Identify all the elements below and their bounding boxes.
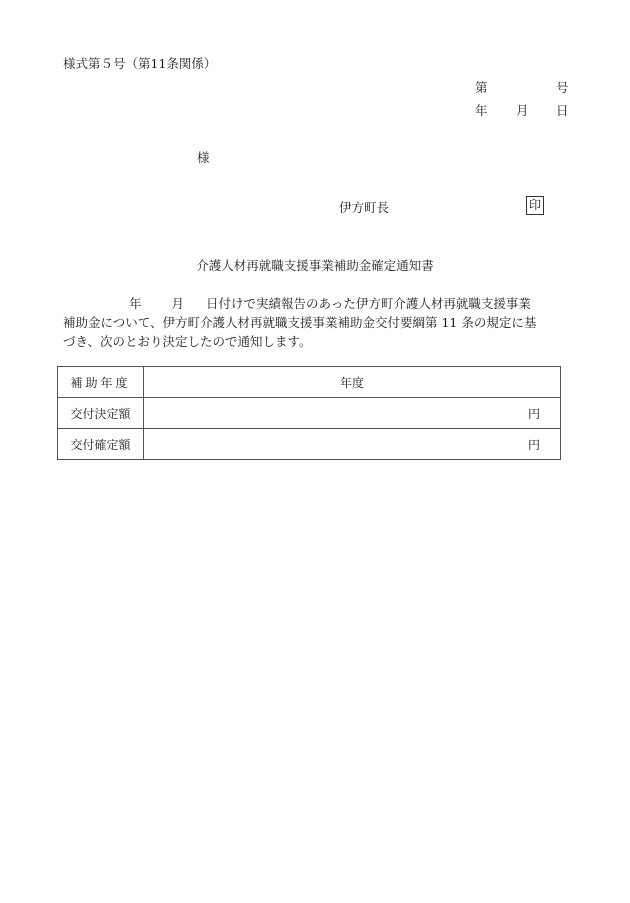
grant-final-amount-label: 交付確定額: [58, 429, 144, 460]
body-line-2: 補助金について、伊方町介護人材再就職支援事業補助金交付要綱第 11 条の規定に基: [63, 315, 537, 330]
date-month-label: 月: [516, 103, 529, 118]
table-row: [58, 398, 561, 429]
seal-mark: 印: [526, 196, 544, 215]
body-line-1: [63, 294, 573, 313]
sender-name: 伊方町長: [339, 200, 390, 215]
body-month-label: 月: [171, 296, 185, 311]
grant-decision-amount-label: 交付決定額: [58, 398, 144, 429]
date-year-label: 年: [475, 103, 488, 118]
notice-body: [63, 294, 573, 351]
subsidy-year-value: 年度: [144, 367, 561, 398]
table-row: [58, 429, 561, 460]
document-title: 介護人材再就職支援事業補助金確定通知書: [196, 258, 434, 273]
grant-final-amount-value: 円: [144, 429, 561, 460]
document-number-prefix: 第: [475, 80, 488, 95]
body-year-label: 年: [129, 296, 142, 311]
document-number-suffix: 号: [556, 80, 569, 95]
body-line-3: づき、次のとおり決定したので通知します。: [63, 334, 312, 349]
addressee-honorific: 様: [197, 150, 210, 165]
table-row: [58, 367, 561, 398]
form-number-label: 様式第５号（第11条関係）: [63, 56, 217, 71]
date-day-label: 日: [556, 103, 569, 118]
subsidy-year-label: 補助年度: [58, 367, 144, 398]
subsidy-info-table: [57, 366, 561, 460]
grant-decision-amount-value: 円: [144, 398, 561, 429]
body-line-1-text: 日付けで実績報告のあった伊方町介護人材再就職支援事業: [206, 296, 531, 311]
